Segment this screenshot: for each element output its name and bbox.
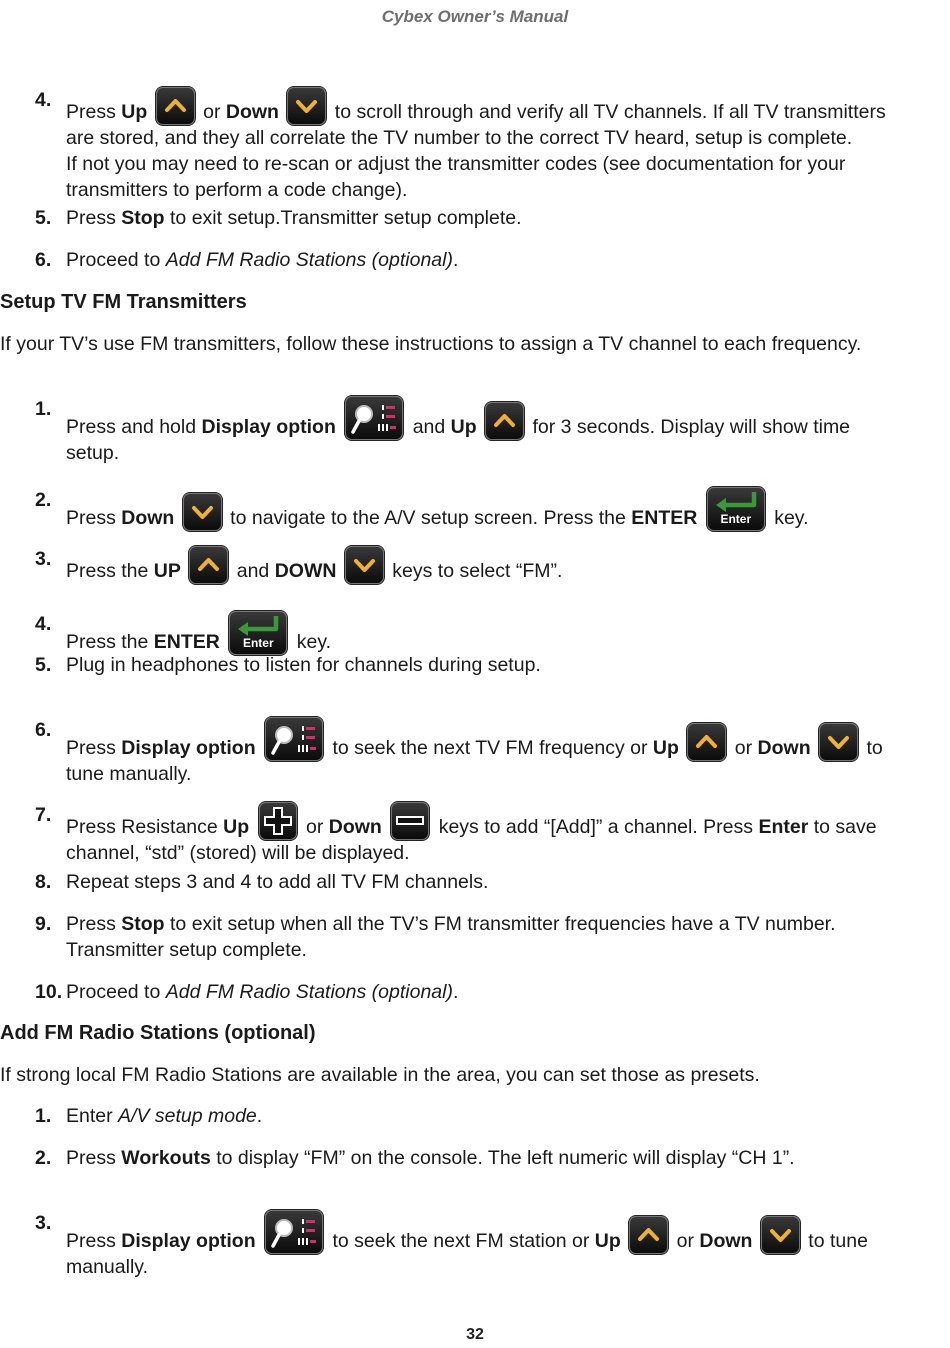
tv-step-5: 5. Press Stop to exit setup.Transmitter setup complete.: [35, 207, 522, 229]
manual-header: Cybex Owner’s Manual: [381, 7, 569, 26]
section-heading-radio: Add FM Radio Stations (optional): [0, 1022, 316, 1044]
up-arrow-key-icon: [687, 723, 726, 761]
step-number: 4.: [35, 89, 52, 111]
display-option-key-icon: [345, 396, 403, 440]
up-arrow-key-icon: [189, 546, 228, 584]
fm-intro: If your TV’s use FM transmitters, follow these instructions to assign a TV channel to each frequency.: [0, 333, 862, 355]
enter-key-label: Enter: [720, 512, 752, 526]
radio-intro: If strong local FM Radio Stations are available in the area, you can set those as presets.: [0, 1064, 760, 1086]
resistance-down-key-icon: [391, 802, 429, 840]
display-option-key-icon: [265, 1210, 323, 1254]
fm-step-4: 4. Press the ENTER Enter key.: [35, 613, 332, 653]
link-add-fm-radio: Add FM Radio Stations (optional): [165, 249, 453, 271]
fm-step-7: 7. Press Resistance Up or Down keys to add “[Add]” a channel. Press Enter to save channel, “std” (stored) will be displayed.: [35, 804, 877, 864]
down-arrow-key-icon: [819, 723, 858, 761]
up-arrow-key-icon: [629, 1216, 668, 1254]
display-option-key-icon: [265, 717, 323, 761]
fm-step-1: 1. Press and hold Display option and Up for 3 seconds. Display will show time setup.: [35, 398, 851, 464]
down-arrow-key-icon: [761, 1216, 800, 1254]
fm-step-6: 6. Press Display option to seek the next TV FM frequency or Up or Down to tune manually.: [35, 719, 883, 785]
fm-step-8: 8. Repeat steps 3 and 4 to add all TV FM channels.: [35, 871, 489, 893]
fm-step-9: 9. Press Stop to exit setup when all the TV’s FM transmitter frequencies have a TV number. Transmitter setup complete.: [35, 913, 836, 961]
down-arrow-key-icon: [183, 493, 222, 531]
radio-step-2: 2. Press Workouts to display “FM” on the console. The left numeric will display “CH 1”.: [35, 1147, 795, 1169]
fm-step-5: 5. Plug in headphones to listen for channels during setup.: [35, 654, 541, 676]
section-heading-fm: Setup TV FM Transmitters: [0, 291, 247, 313]
page-number: 32: [466, 1326, 484, 1343]
fm-step-10: 10. Proceed to Add FM Radio Stations (optional).: [35, 981, 459, 1003]
fm-step-3: 3. Press the UP and DOWN keys to select “FM”.: [35, 548, 563, 582]
down-arrow-key-icon: [287, 87, 326, 125]
radio-step-1: 1. Enter A/V setup mode.: [35, 1105, 263, 1127]
radio-step-3: 3. Press Display option to seek the next FM station or Up or Down to tune manually.: [35, 1212, 868, 1278]
enter-key-icon: [707, 487, 765, 531]
up-arrow-key-icon: [485, 402, 524, 440]
fm-step-2: 2. Press Down to navigate to the A/V setup screen. Press the ENTER Enter key.: [35, 489, 809, 529]
enter-key-label: Enter: [242, 636, 274, 650]
tv-step-6: 6. Proceed to Add FM Radio Stations (optional).: [35, 249, 459, 271]
down-arrow-key-icon: [345, 546, 384, 584]
link-add-fm-radio: Add FM Radio Stations (optional): [165, 981, 453, 1003]
enter-key-icon: [229, 611, 287, 655]
resistance-up-key-icon: [259, 802, 297, 840]
up-arrow-key-icon: [156, 87, 195, 125]
tv-step-4: 4. Press Up or Down to scroll through and verify all TV channels. If all TV transmitters are stored, and they all correlate the TV number to the correct TV heard, setup is complete. If not you may need to re-scan or adjust the transmitter codes (see documentation for your transmitters to perform a code change).: [35, 89, 886, 201]
